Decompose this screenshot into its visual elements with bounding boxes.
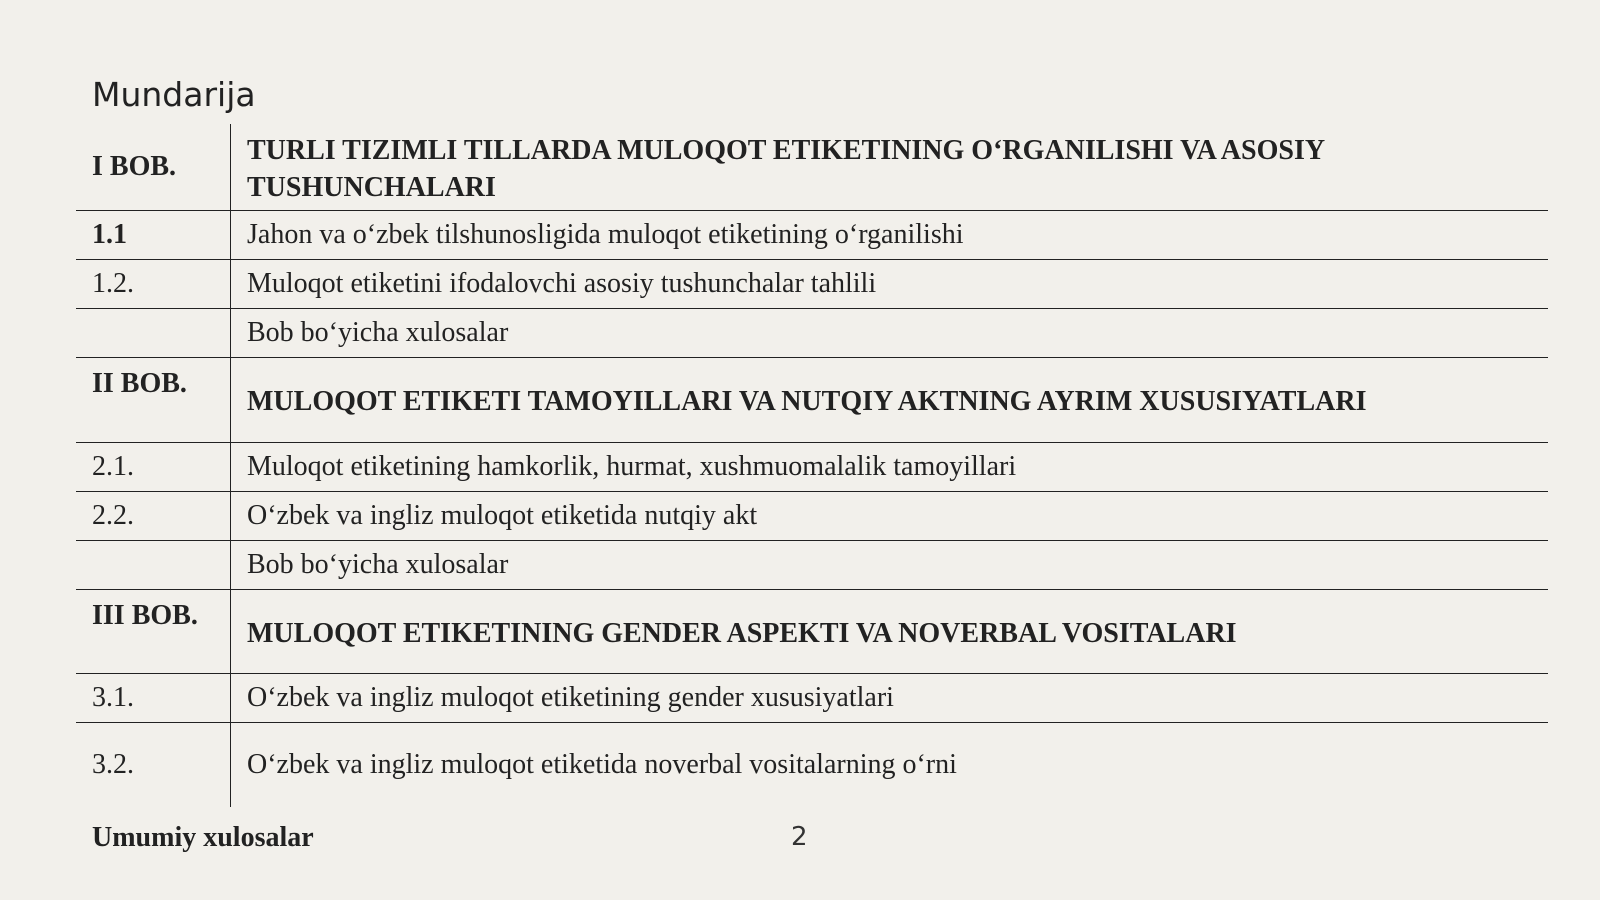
toc-number: 2.2.	[76, 492, 231, 540]
toc-number: 1.1	[76, 211, 231, 259]
toc-number	[76, 541, 231, 589]
conclusions-label: Umumiy xulosalar	[92, 822, 314, 853]
page-number: 2	[791, 822, 808, 852]
page-title: Mundarija	[92, 75, 256, 114]
toc-title: Bob bo‘yicha xulosalar	[247, 549, 509, 580]
toc-number: 2.1.	[76, 443, 231, 491]
toc-row	[76, 443, 1548, 492]
toc-title: TURLI TIZIMLI TILLARDA MULOQOT ETIKETINING O‘RGANILISHI VA ASOSIY TUSHUNCHALARI	[247, 135, 1325, 203]
toc-row	[76, 492, 1548, 541]
toc-title: MULOQOT ETIKETI TAMOYILLARI VA NUTQIY AKTNING AYRIM XUSUSIYATLARI	[247, 386, 1367, 417]
toc-row	[76, 723, 1548, 807]
toc-number: 3.2.	[76, 723, 231, 807]
toc-row	[76, 211, 1548, 260]
toc-title: O‘zbek va ingliz muloqot etiketining gender xususiyatlari	[247, 682, 894, 713]
toc-chapter-3	[76, 590, 1548, 674]
toc-row	[76, 674, 1548, 723]
table-of-contents	[76, 124, 1548, 807]
toc-title: Muloqot etiketini ifodalovchi asosiy tushunchalar tahlili	[247, 268, 877, 299]
toc-row	[76, 541, 1548, 590]
toc-title: Bob bo‘yicha xulosalar	[247, 317, 509, 348]
toc-title: Muloqot etiketining hamkorlik, hurmat, xushmuomalalik tamoyillari	[247, 451, 1017, 482]
toc-number: 1.2.	[76, 260, 231, 308]
toc-title: MULOQOT ETIKETINING GENDER ASPEKTI VA NOVERBAL VOSITALARI	[247, 617, 1237, 649]
toc-row	[76, 260, 1548, 309]
toc-title: O‘zbek va ingliz muloqot etiketida noverbal vositalarning o‘rni	[247, 749, 957, 780]
toc-number: 3.1.	[76, 674, 231, 722]
toc-row	[76, 309, 1548, 358]
toc-number: III BOB.	[76, 590, 231, 673]
toc-chapter-2	[76, 358, 1548, 443]
toc-number	[76, 309, 231, 357]
toc-number: II BOB.	[76, 358, 231, 442]
toc-chapter-1	[76, 124, 1548, 211]
toc-number: I BOB.	[76, 124, 231, 210]
toc-title: O‘zbek va ingliz muloqot etiketida nutqiy akt	[247, 500, 758, 531]
toc-title: Jahon va o‘zbek tilshunosligida muloqot etiketining o‘rganilishi	[247, 219, 964, 250]
